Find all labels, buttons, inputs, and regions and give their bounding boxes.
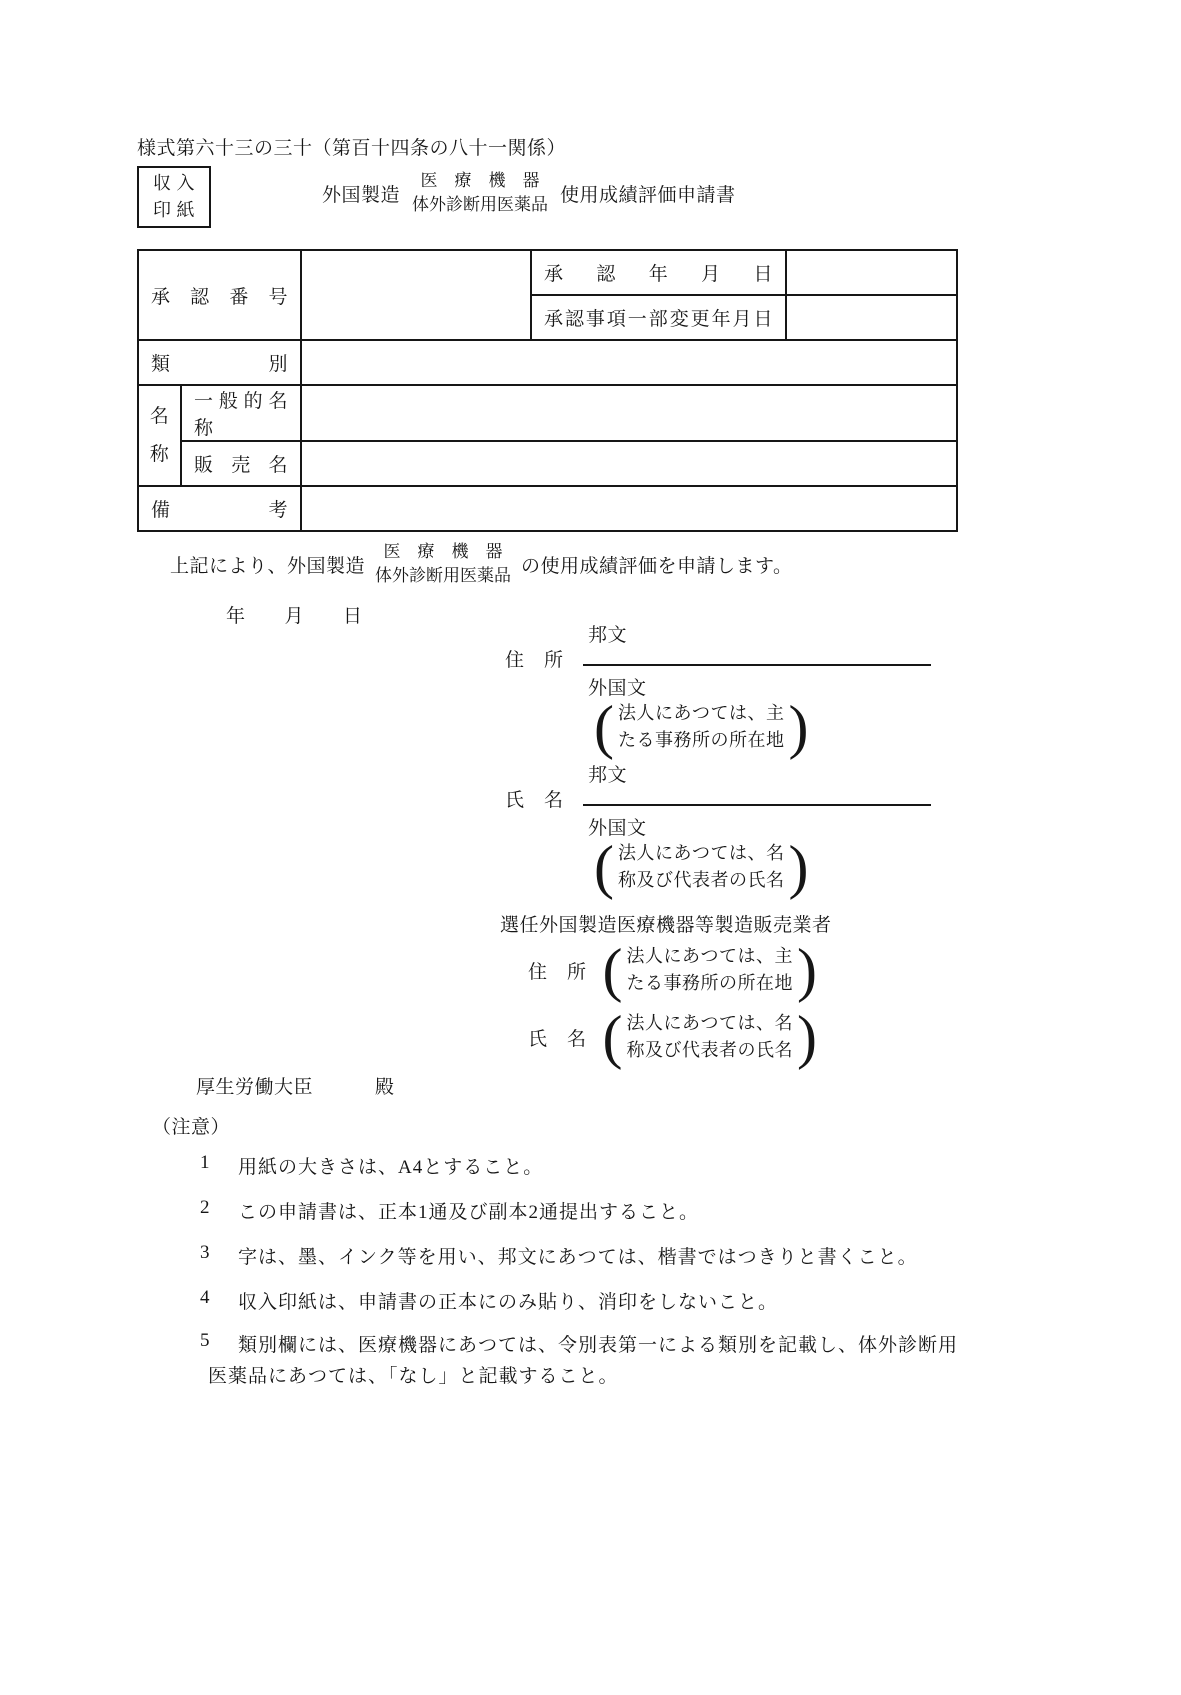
agent-address-legal-note xyxy=(602,937,817,1003)
minister-label: 厚生労働大臣 xyxy=(196,1077,314,1098)
note-number: 3 xyxy=(200,1242,211,1263)
name-group-label-bottom: 称 xyxy=(149,443,170,465)
title-product-top: 医 療 機 器 xyxy=(420,171,540,190)
name-japanese-label: 邦文 xyxy=(588,765,628,786)
category-label: 類別 xyxy=(138,340,301,385)
note-item-3 xyxy=(200,1242,918,1273)
agent-heading: 選任外国製造医療機器等製造販売業者 xyxy=(500,915,832,936)
title-product-bottom: 体外診断用医薬品 xyxy=(412,195,549,214)
brand-name-value xyxy=(301,441,957,486)
statement-prefix: 上記により、外国製造 xyxy=(170,555,366,577)
address-legal-note-line2: たる事務所の所在地 xyxy=(617,730,785,750)
agent-address-note-line1: 法人にあつては、主 xyxy=(626,946,793,966)
name-legal-note xyxy=(594,834,809,900)
note-text: 字は、墨、インク等を用い、邦文にあつては、楷書ではつきりと書くこと。 xyxy=(238,1247,918,1268)
approval-date-label: 承認年月日 xyxy=(531,250,786,295)
statement-suffix: の使用成績評価を申請します。 xyxy=(521,555,793,577)
agent-name-note-line1: 法人にあつては、名 xyxy=(626,1013,793,1033)
stamp-box-line2: 印 紙 xyxy=(153,200,195,220)
agent-address-row xyxy=(528,937,817,1003)
agent-address-label: 住 所 xyxy=(528,961,587,983)
generic-name-value xyxy=(301,385,957,441)
agent-name-legal-note xyxy=(602,1004,817,1070)
note-number: 5 xyxy=(200,1330,211,1351)
open-paren: ( xyxy=(602,1004,623,1070)
agent-address-note-line2: たる事務所の所在地 xyxy=(626,973,793,993)
close-paren: ) xyxy=(797,937,817,1003)
note-text-line2: 医薬品にあつては、「なし」と記載すること。 xyxy=(208,1366,619,1387)
form-number: 様式第六十三の三十（第百十四条の八十一関係） xyxy=(137,138,567,159)
note-number: 2 xyxy=(200,1197,211,1218)
statement-product-top: 医 療 機 器 xyxy=(383,542,503,561)
generic-name-label: 一般的名称 xyxy=(181,385,301,441)
remarks-value xyxy=(301,486,957,531)
agent-name-label: 氏 名 xyxy=(528,1028,587,1050)
open-paren: ( xyxy=(602,937,623,1003)
name-legal-note-line1: 法人にあつては、名 xyxy=(617,843,785,863)
note-text: 収入印紙は、申請書の正本にのみ貼り、消印をしないこと。 xyxy=(238,1292,779,1313)
open-paren: ( xyxy=(594,694,614,760)
name-legal-note-line2: 称及び代表者の氏名 xyxy=(617,870,785,890)
name-underline xyxy=(583,804,931,806)
partial-change-date-label: 承認事項一部変更年月日 xyxy=(531,295,786,340)
note-number: 1 xyxy=(200,1152,211,1173)
name-group-label-top: 名 xyxy=(149,405,170,427)
address-legal-note xyxy=(594,694,809,760)
notes-heading: （注意） xyxy=(152,1117,231,1138)
name-label: 氏 名 xyxy=(505,790,564,811)
open-paren: ( xyxy=(594,834,614,900)
note-item-2 xyxy=(200,1197,699,1228)
revenue-stamp-box xyxy=(137,166,211,228)
category-value xyxy=(301,340,957,385)
approval-number-value xyxy=(301,250,531,340)
note-item-4 xyxy=(200,1287,778,1318)
brand-name-label: 販売名 xyxy=(181,441,301,486)
approval-date-value xyxy=(786,250,957,295)
minister-honorific: 殿 xyxy=(375,1077,395,1098)
note-text: この申請書は、正本1通及び副本2通提出すること。 xyxy=(238,1202,700,1223)
address-japanese-label: 邦文 xyxy=(588,625,628,646)
note-number: 4 xyxy=(200,1287,211,1308)
stamp-box-line1: 収 入 xyxy=(153,173,195,193)
note-item-1 xyxy=(200,1152,543,1183)
note-text: 用紙の大きさは、A4とすること。 xyxy=(238,1157,544,1178)
approval-number-label: 承認番号 xyxy=(138,250,301,340)
address-foreign-label: 外国文 xyxy=(588,678,647,699)
date-line: 年 月 日 xyxy=(226,606,363,627)
approval-table xyxy=(137,249,958,532)
note-item-5 xyxy=(200,1330,958,1392)
form-title xyxy=(322,164,736,222)
title-product-stack xyxy=(412,169,548,217)
remarks-label: 備考 xyxy=(138,486,301,531)
statement-product-stack xyxy=(375,540,511,588)
close-paren: ) xyxy=(797,1004,817,1070)
title-prefix: 外国製造 xyxy=(322,184,401,206)
application-statement xyxy=(170,540,793,588)
agent-name-row xyxy=(528,1004,817,1070)
address-underline xyxy=(583,664,931,666)
close-paren: ) xyxy=(788,834,809,900)
name-group-label xyxy=(138,385,181,486)
close-paren: ) xyxy=(788,694,809,760)
minister-line xyxy=(196,1072,395,1099)
statement-product-bottom: 体外診断用医薬品 xyxy=(375,566,512,585)
name-foreign-label: 外国文 xyxy=(588,818,647,839)
partial-change-date-value xyxy=(786,295,957,340)
agent-name-note-line2: 称及び代表者の氏名 xyxy=(626,1040,793,1060)
address-label: 住 所 xyxy=(505,650,564,671)
title-suffix: 使用成績評価申請書 xyxy=(560,184,736,206)
note-text-line1: 類別欄には、医療機器にあつては、令別表第一による類別を記載し、体外診断用 xyxy=(238,1335,959,1356)
address-legal-note-line1: 法人にあつては、主 xyxy=(617,703,785,723)
